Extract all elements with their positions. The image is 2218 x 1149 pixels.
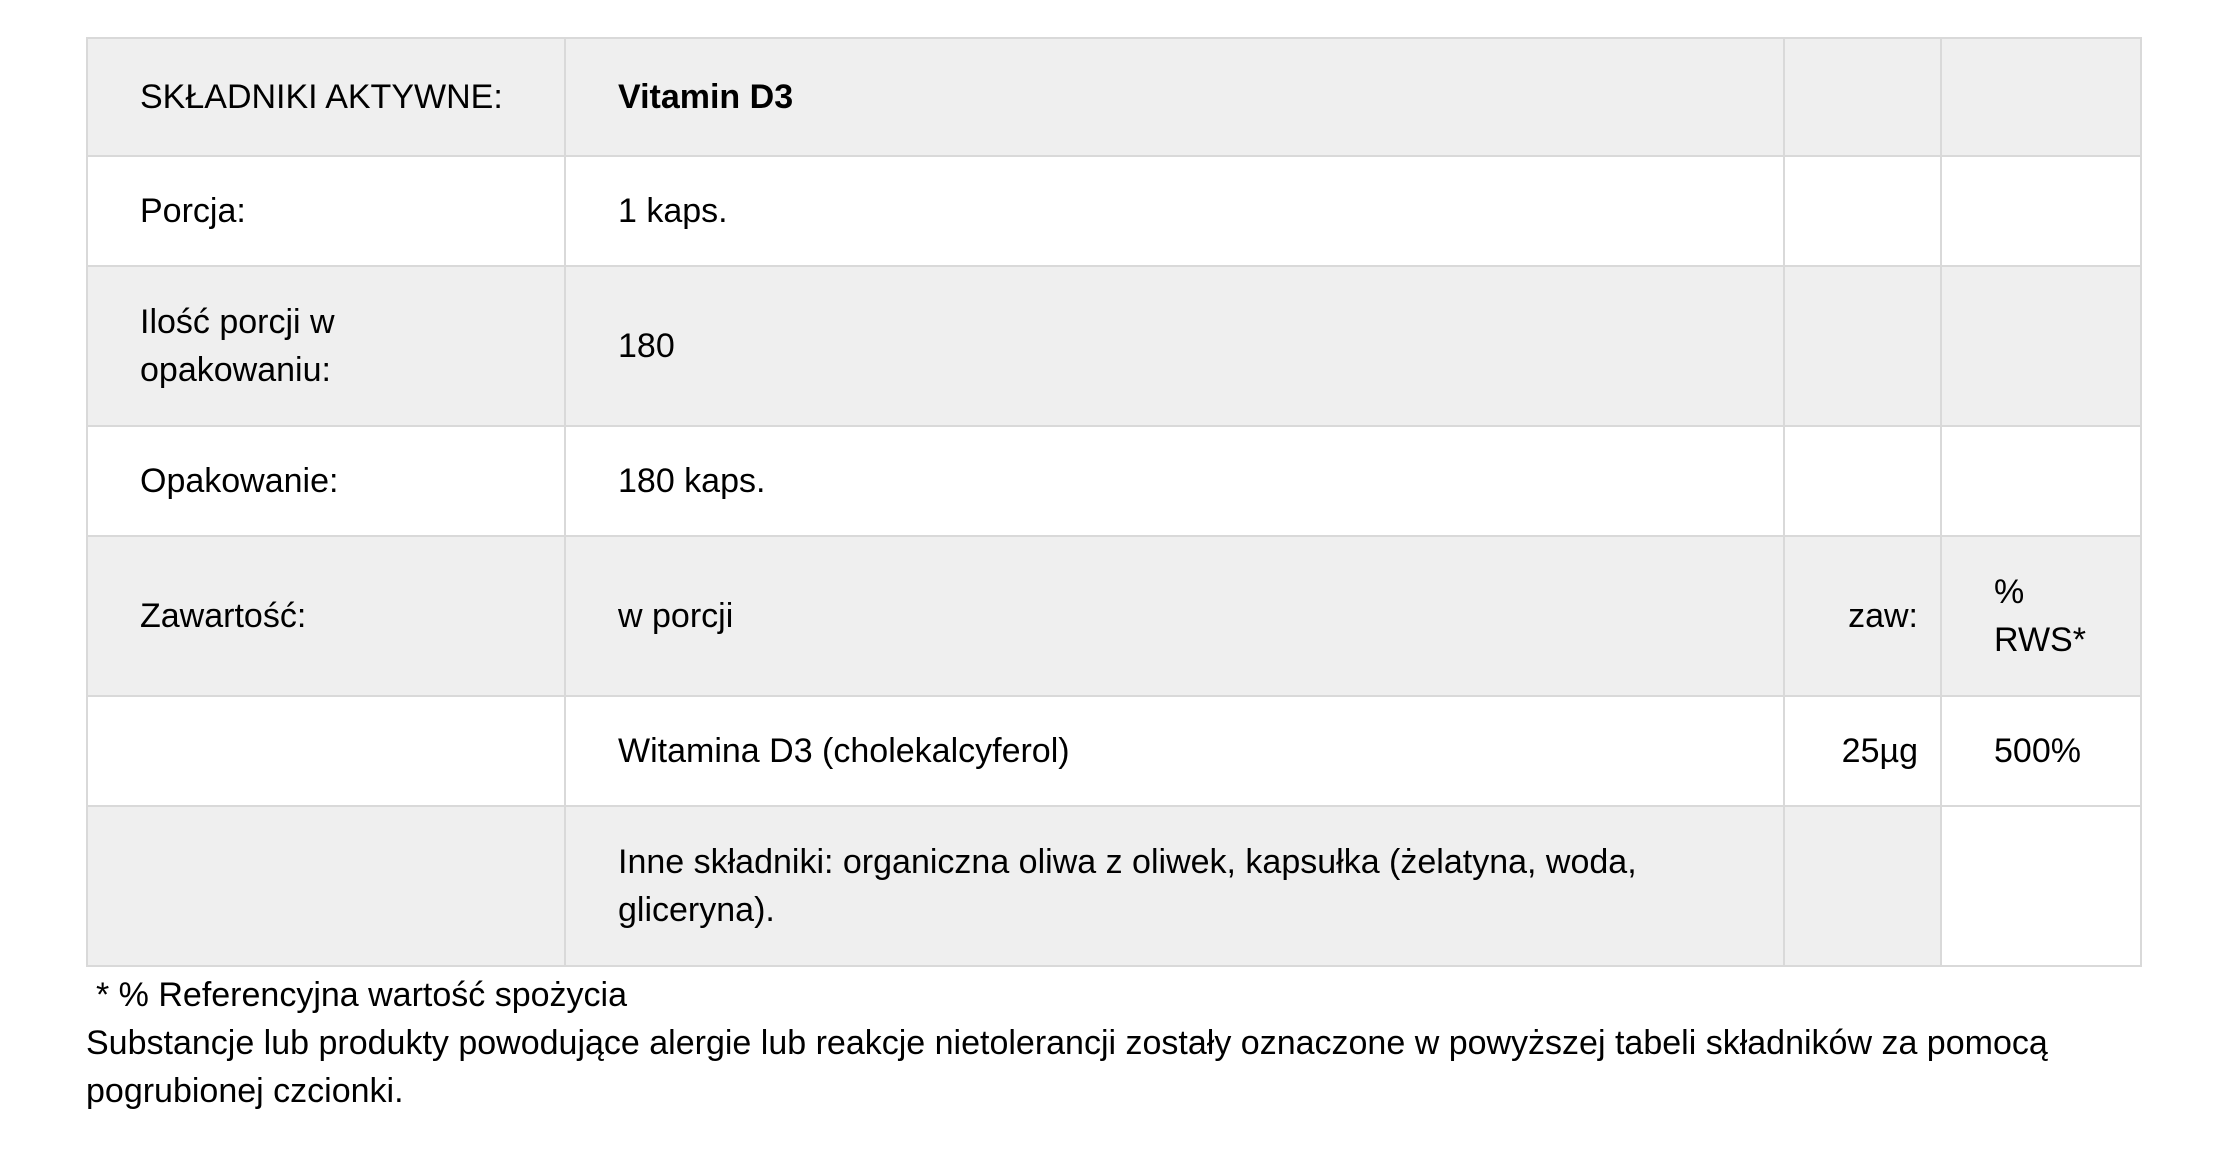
rws-cell [1941,156,2141,266]
rws-cell [1941,38,2141,156]
row-label [87,806,565,966]
table-row-servings-per-package [87,266,2141,426]
supplement-facts-sheet [86,37,2140,1115]
allergy-note: Substancje lub produkty powodujące alergie lub reakcje nietolerancji zostały oznaczone w powyższej tabeli składników za pomocą pogrubionej czcionki. [86,1024,2048,1110]
table-row-active-ingredients [87,38,2141,156]
amount-cell [1784,156,1941,266]
active-ingredient-value: Vitamin D3 [565,38,1784,156]
amount-cell [1784,426,1941,536]
row-value: 180 [565,266,1784,426]
table-row-content-header [87,536,2141,696]
table-row-package [87,426,2141,536]
other-ingredients-text: Inne składniki: organiczna oliwa z oliwek, kapsułka (żelatyna, woda, gliceryna). [565,806,1784,966]
rws-cell [1941,806,2141,966]
row-label [87,696,565,806]
row-value: w porcji [565,536,1784,696]
table-row-other-ingredients [87,806,2141,966]
ingredient-name: Witamina D3 (cholekalcyferol) [565,696,1784,806]
ingredient-rws: 500% [1941,696,2141,806]
ingredients-table [86,37,2142,967]
rws-cell [1941,426,2141,536]
row-value: 180 kaps. [565,426,1784,536]
row-label: Ilość porcji w opakowaniu: [87,266,565,426]
rws-footnote: * % Referencyjna wartość spożycia [96,976,628,1014]
rws-cell [1941,266,2141,426]
row-label: Porcja: [87,156,565,266]
amount-header: zaw: [1784,536,1941,696]
row-label: Opakowanie: [87,426,565,536]
rws-header: % RWS* [1941,536,2141,696]
ingredient-amount: 25µg [1784,696,1941,806]
row-value: 1 kaps. [565,156,1784,266]
row-label: Zawartość: [87,536,565,696]
table-row-serving [87,156,2141,266]
amount-cell [1784,38,1941,156]
table-row-vitamin-d3 [87,696,2141,806]
amount-cell [1784,806,1941,966]
amount-cell [1784,266,1941,426]
row-label: SKŁADNIKI AKTYWNE: [87,38,565,156]
